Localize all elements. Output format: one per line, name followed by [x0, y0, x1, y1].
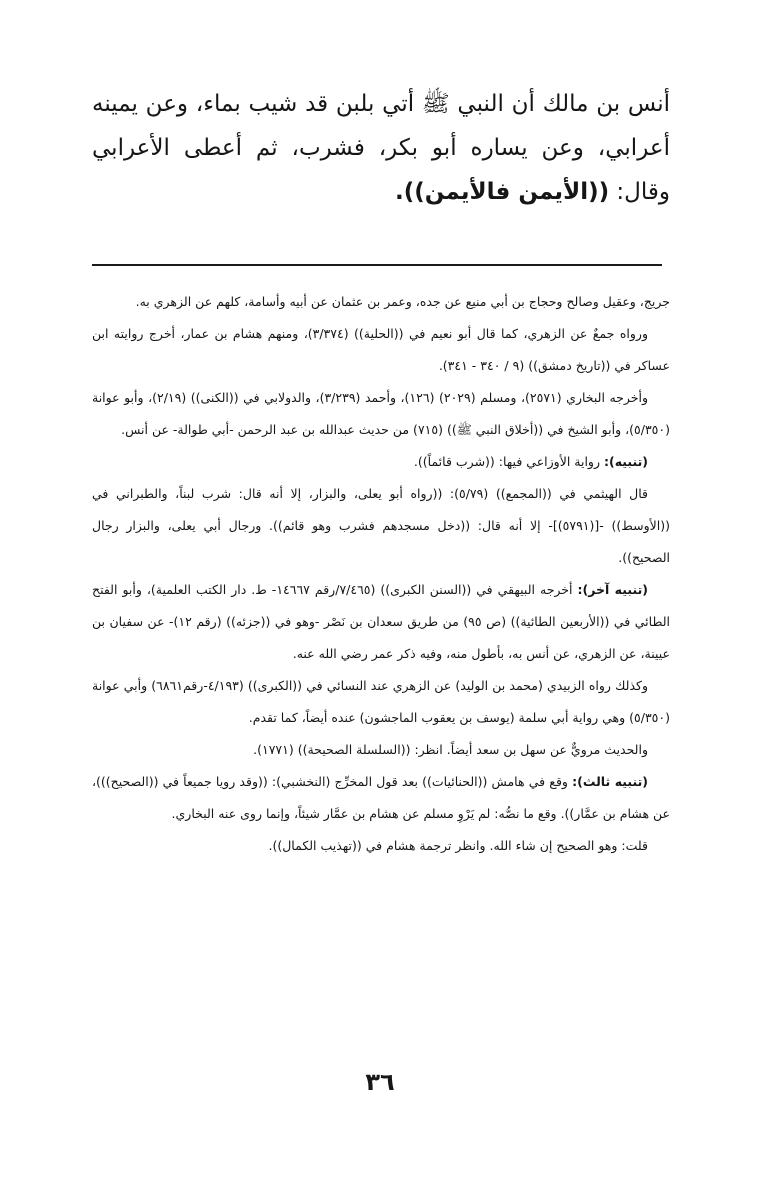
footnote-paragraph — [92, 766, 670, 830]
footnote-text: وأخرجه البخاري (٢٥٧١)، ومسلم (٢٠٢٩) (١٢٦)، وأحمد (٣/٢٣٩)، والدولابي في ((الكنى)) (٢/١٩)، وأبو عوانة (٥/٣٥٠)، وأبو الشيخ في ((أخلاق النبي ﷺ)) (٧١٥) من حديث عبدالله بن عبد الرحمن -أبي طوالة- عن أنس. — [92, 390, 670, 437]
footnote-paragraph — [92, 478, 670, 574]
footnote-text: قلت: وهو الصحيح إن شاء الله. وانظر ترجمة هشام في ((تهذيب الكمال)). — [268, 838, 648, 853]
footnote-paragraph — [92, 830, 670, 862]
footnote-divider — [92, 264, 662, 266]
footnote-text: رواية الأوزاعي فيها: ((شرب قائماً)). — [413, 454, 604, 469]
footnote-paragraph — [92, 734, 670, 766]
footnote-text: جريج، وعقيل وصالح وحجاج بن أبي منيع عن جده، وعمر بن عثمان عن أبيه وأسامة، كلهم عن الزهري به. — [135, 294, 670, 309]
main-hadith-text — [92, 82, 670, 214]
page-number: ٣٦ — [365, 1068, 395, 1096]
footnote-text: ورواه جمعٌ عن الزهري، كما قال أبو نعيم في ((الحلية)) (٣/٣٧٤)، ومنهم هشام بن عمار، أخرج روايته ابن عساكر في ((تاريخ دمشق)) (٩ / ٣٤٠ - ٣٤١). — [92, 326, 670, 373]
footnote-label: (تنبيه): — [603, 454, 648, 469]
footnote-text: والحديث مرويٌّ عن سهل بن سعد أيضاً. انظر: ((السلسلة الصحيحة)) (١٧٧١). — [253, 742, 648, 757]
hadith-quote: ((الأيمن فالأيمن)). — [394, 179, 610, 205]
footnote-paragraph — [92, 382, 670, 446]
footnotes-section — [92, 286, 670, 862]
footnote-paragraph — [92, 446, 670, 478]
footnote-label: (تنبيه آخر): — [577, 582, 648, 597]
footnote-paragraph — [92, 318, 670, 382]
footnote-text: وكذلك رواه الزبيدي (محمد بن الوليد) عن الزهري عند النسائي في ((الكبرى)) (٤/١٩٣-رقم٦٨٦١) وأبي عوانة (٥/٣٥٠) وهي رواية أبي سلمة (يوسف بن يعقوب الماجشون) عنده أيضاً، كما تقدم. — [92, 678, 670, 725]
hadith-body: أنس بن مالك أن النبي ﷺ أتي بلبن قد شيب بماء، وعن يمينه أعرابي، وعن يساره أبو بكر، فشرب، ثم أعطى الأعرابي وقال: — [92, 91, 670, 205]
footnote-text: أخرجه البيهقي في ((السنن الكبرى)) (٧/٤٦٥/رقم ١٤٦٦٧- ط. دار الكتب العلمية)، وأبو الفتح الطائي في ((الأربعين الطائية)) (ص ٩٥) من طريق سعدان بن نَصْر -وهو في ((جزئه)) (رقم ١٢)- عن سفيان بن عيينة، عن الزهري، عن أنس به، بأطول منه، وفيه ذكر عمر رضي الله عنه. — [92, 582, 670, 661]
footnote-label: (تنبيه ثالث): — [572, 774, 649, 789]
footnote-text: قال الهيثمي في ((المجمع)) (٥/٧٩): ((رواه أبو يعلى، والبزار، إلا أنه قال: شرب لبناً، والطبراني في ((الأوسط)) -[(٥٧٩١)]- إلا أنه قال: ((دخل مسجدهم فشرب وهو قائم)). ورجال أبي يعلى، والبزار رجال الصحيح)). — [92, 486, 670, 565]
footnote-paragraph — [92, 670, 670, 734]
footnote-paragraph — [92, 574, 670, 670]
footnote-text: وقع في هامش ((الحنائيات)) بعد قول المخرِّج (النخشبي): ((وقد رويا جميعاً في ((الصحيح)))، عن هشام بن عمَّار)). وقع ما نصُّه: لم يَرْوِ مسلم عن هشام بن عمَّار شيئاً، وإنما روى عنه البخاري. — [92, 774, 670, 821]
footnote-paragraph — [92, 286, 670, 318]
